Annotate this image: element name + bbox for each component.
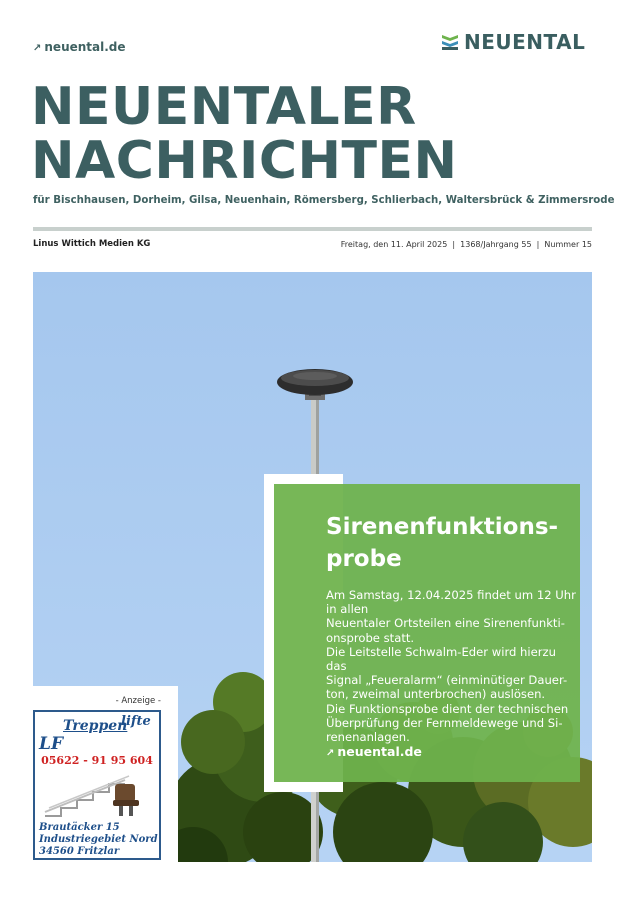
feature-body-line: Am Samstag, 12.04.2025 findet um 12 Uhr bbox=[326, 588, 576, 602]
logo-text: NEUENTAL bbox=[464, 30, 586, 54]
feature-body-line: Die Leitstelle Schwalm-Eder wird hierzu das bbox=[326, 644, 556, 674]
advertisement[interactable] bbox=[33, 686, 178, 862]
ad-address-line: 34560 Fritzlar bbox=[39, 846, 120, 857]
neuental-logo-icon bbox=[441, 33, 459, 51]
ad-label: - Anzeige - bbox=[115, 696, 161, 706]
feature-body-line: renenanlagen. bbox=[326, 730, 410, 745]
header-divider bbox=[33, 227, 592, 231]
feature-body-line: ton, zweimal unterbrochen) auslösen. bbox=[326, 687, 546, 702]
ad-brand-lifte: lifte bbox=[121, 714, 151, 729]
ad-address-line: Brautäcker 15 bbox=[39, 822, 120, 833]
neuental-logo bbox=[441, 30, 585, 54]
ad-box bbox=[33, 710, 161, 860]
title-line-1: NEUENTALER bbox=[31, 77, 417, 137]
header-url-label: neuental.de bbox=[44, 40, 126, 54]
arrow-icon: ↗ bbox=[33, 43, 42, 54]
stairlift-icon bbox=[41, 768, 153, 820]
feature-body-line: Neuentaler Ortsteilen eine Sirenenfunkti- bbox=[326, 616, 565, 631]
ad-brand-treppen: Treppen bbox=[63, 718, 128, 734]
ad-address-line: Industriegebiet Nord bbox=[39, 834, 158, 845]
publisher-name: Linus Wittich Medien KG bbox=[33, 239, 151, 249]
feature-body-line: Überprüfung der Fernmeldewege und Si- bbox=[326, 715, 563, 730]
issue-info: Freitag, den 11. April 2025 | 1368/Jahrgang 55 | Nummer 15 bbox=[340, 240, 592, 249]
feature-body bbox=[326, 588, 576, 744]
feature-body-line: Signal „Feueralarm“ (einminütiger Dauer- bbox=[326, 673, 568, 688]
title-line-2: NACHRICHTEN bbox=[31, 131, 458, 191]
feature-title-line-2: probe bbox=[326, 546, 402, 572]
header-url-link[interactable] bbox=[33, 40, 126, 54]
feature-title-line-1: Sirenenfunktions- bbox=[326, 514, 559, 540]
feature-title bbox=[326, 511, 558, 575]
feature-body-line: onsprobe statt. bbox=[326, 630, 415, 645]
feature-body-line: Die Funktionsprobe dient der technischen bbox=[326, 701, 569, 716]
ad-brand-lf: LF bbox=[39, 734, 64, 754]
ad-phone: 05622 - 91 95 604 bbox=[41, 754, 153, 767]
feature-body-line: in allen bbox=[326, 602, 369, 617]
page-title bbox=[31, 77, 458, 191]
ad-address bbox=[39, 822, 158, 858]
arrow-icon: ↗ bbox=[326, 748, 335, 759]
feature-link-label: neuental.de bbox=[337, 744, 422, 759]
page-subtitle: für Bischhausen, Dorheim, Gilsa, Neuenhain, Römersberg, Schlierbach, Waltersbrück & Zimmersrode bbox=[33, 195, 615, 206]
feature-link[interactable] bbox=[326, 744, 422, 759]
